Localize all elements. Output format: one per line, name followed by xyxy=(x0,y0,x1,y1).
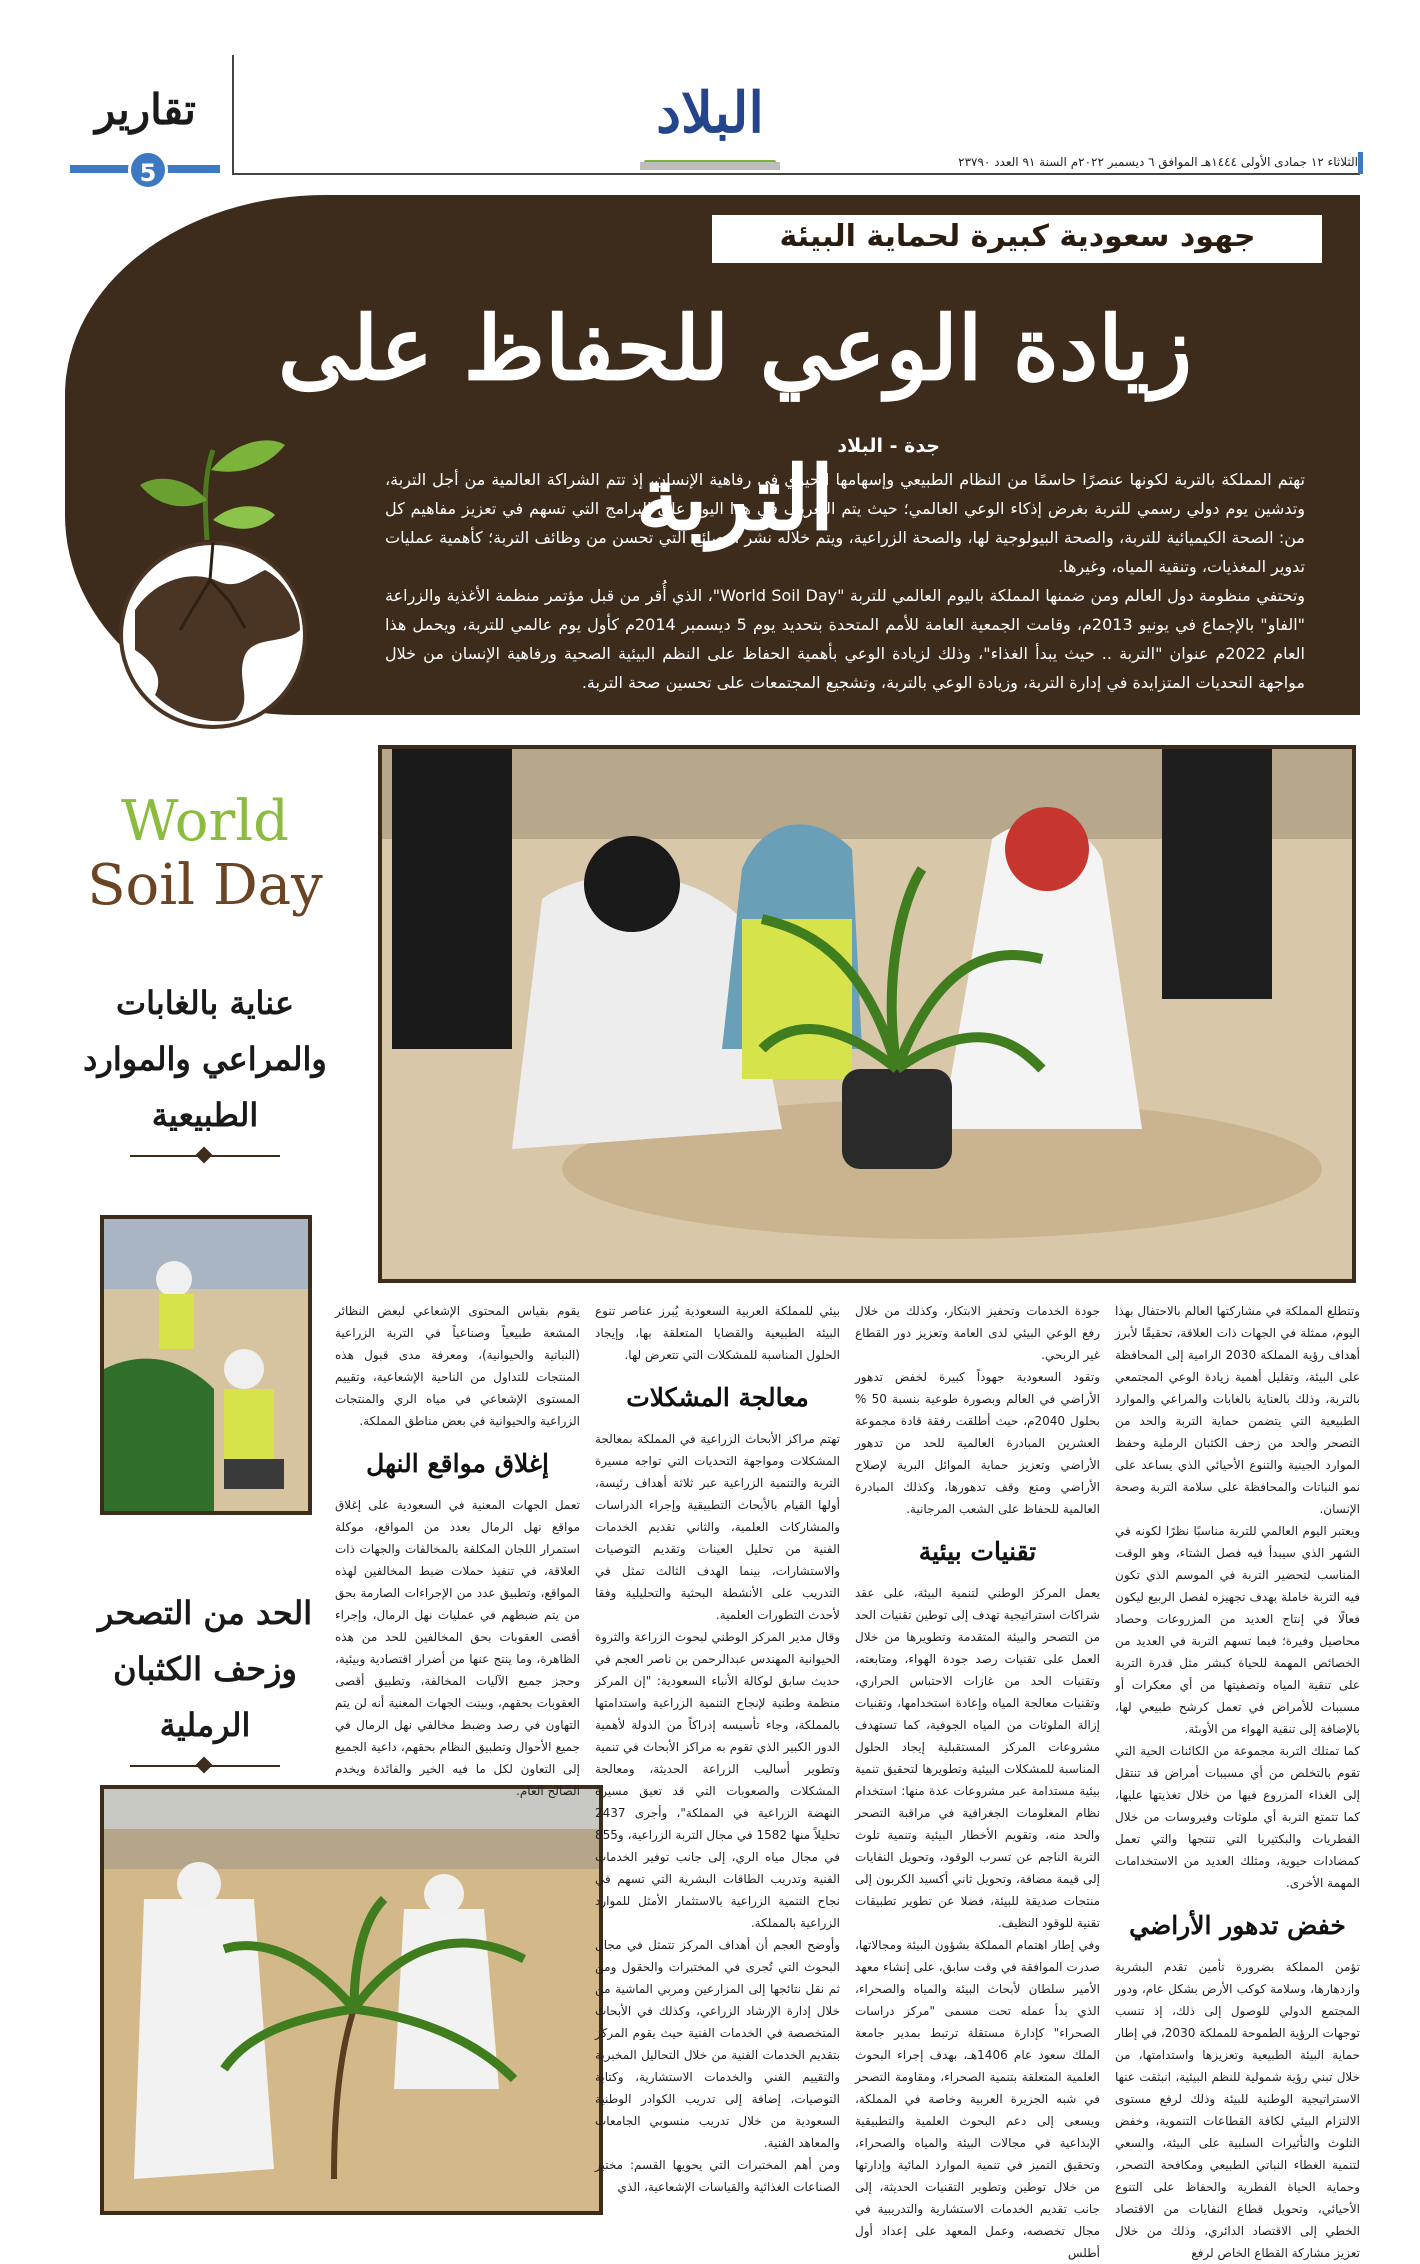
body-paragraph: وفي إطار اهتمام المملكة بشؤون البيئة ومجالاتها، صدرت الموافقة في وقت سابق، على إنشاء معهد الأمير سلطان لأبحاث البيئة والمياه والصحراء، الذي بدأ عمله تحت مسمى "مركز دراسات الصحراء" كإدارة مستقلة ترتبط بمدير جامعة الملك سعود عام 1406هـ، بهدف إجراء البحوث العلمية المتعلقة بتنمية الصحراء، ومقاومة التصحر في شبه الجزيرة العربية وخاصة في المملكة، ويسعى إلى دعم البحوث العلمية والتطبيقية الإبداعية في مجالات البيئة والمياه والصحراء، وتحقيق التميز في تنمية الموارد المائية وإدارتها من خلال توطين وتطوير التقنيات الحديثة، إلى جانب تقديم الخدمات الاستشارية والتدريبية في مجال تخصصه، وعمل المعهد على إعداد أول أطلس xyxy=(855,1938,1100,2260)
column-2 xyxy=(855,1300,1100,2260)
body-paragraph: وأوضح العجم أن أهداف المركز تتمثل في مجال البحوث التي تُجرى في المختبرات والحقول ومن ثم نقل نتائجها إلى المزارعين ومربي الماشية من خلال إدارة الإرشاد الزراعي، وكذلك في الأبحاث المتخصصة في الخدمات الفنية حيث يقوم المركز بتقديم الخدمات الفنية من خلال التحاليل المخبرية والتقييم الفني والخدمات الاستشارية، وكتابة التوصيات، إضافة إلى تدريب الكوادر الوطنية السعودية من خلال تدريب منسوبي الجامعات والمعاهد الفنية. xyxy=(595,1938,840,2150)
column-3 xyxy=(595,1300,840,2230)
masthead-logo xyxy=(640,80,780,175)
masthead-title: البلاد xyxy=(656,80,764,146)
soil-globe-illustration xyxy=(95,430,325,750)
body-paragraph: تؤمن المملكة بضرورة تأمين تقدم البشرية وازدهارها، وسلامة كوكب الأرض بشكل عام، ودور المجتمع الدولي للوصول إلى ذلك، إذ تنسب توجهات الرؤية الطموحة للمملكة 2030، في إطار حماية البيئة الطبيعية وتعزيزها واستدامتها، من خلال تبني رؤية شمولية للنظم البيئية، انبثقت عنها الاستراتيجية الوطنية للبيئة وذلك لرفع مستوى الالتزام البيئي لكافة القطاعات التنموية، وخفض التلوث والتأثيرات السلبية على البيئة، والسعي لتنمية الغطاء النباتي الطبيعي ومكافحة التصحر، وحماية الحياة الفطرية والحفاظ على التنوع الأحيائي، وتحويل قطاع النفايات من الاقتصاد الخطي إلى الاقتصاد الدائري، وذلك من خلال تعزيز مشاركة القطاع الخاص لرفع xyxy=(1115,1960,1360,2260)
date-line: الثلاثاء ١٢ جمادى الأولى ١٤٤٤هـ الموافق ٦ ديسمبر ٢٠٢٢م السنة ٩١ العدد ٢٣٧٩٠ xyxy=(958,155,1358,169)
body-paragraph: ويعتبر اليوم العالمي للتربة مناسبًا نظرًا لكونه في الشهر الذي سيبدأ فيه فصل الشتاء، وهو الوقت المناسب لتحضير التربة في الموسم الذي تكون فيه التربة خاملة بهدف تجهيزه لفصل الربيع ليكون فعالًا في إنتاج العديد من المزروعات وحصاد محاصيل وفيرة؛ فيما تسهم التربة في العديد من الخصائص المهمة للحياة كبشر مثل قدرة التربة على تنقية المياه وتصفيتها من أي معكرات أو مسببات للأمراض في تعمل كرشح طبيعي لها، بالإضافة إلى تنقية الهواء من الأوبئة. xyxy=(1115,1524,1360,1736)
subheading-problems: معالجة المشكلات xyxy=(626,1383,809,1412)
globe-tree-icon xyxy=(95,430,325,750)
world-soil-day-logo xyxy=(70,790,340,918)
intro-paragraph: وتحتفي منظومة دول العالم ومن ضمنها المملكة باليوم العالمي للتربة "World Soil Day"، الذي أُقر من قبل مؤتمر منظمة الأغذية والزراعة "الفاو" بالإجماع في يونيو 2013م، وقامت الجمعية العامة للأمم المتحدة بتحديد يوم 5 ديسمبر 2014م كأول يوم عالمي للتربة، ويحمل هذا العام 2022م عنوان "التربة .. حيث يبدأ الغذاء"، وذلك لزيادة الوعي بأهمية الحفاظ على النظم البيئية الصحية ورفاهية الإنسان من خلال مواجهة التحديات المتزايدة في إدارة التربة، وزيادة الوعي بالتربة، وتشجيع المجتمعات على تحسين صحة التربة. xyxy=(385,586,1306,692)
body-paragraph: ومن أهم المختبرات التي يحويها القسم: مختبر الصناعات الغذائية والقياسات الإشعاعية، الذي xyxy=(595,2158,840,2194)
men-planting-image xyxy=(104,1789,599,2211)
subheading-env-tech: تقنيات بيئية xyxy=(918,1537,1037,1566)
side-photo-men-planting xyxy=(100,1785,603,2215)
body-paragraph: تعمل الجهات المعنية في السعودية على إغلاق مواقع نهل الرمال بعدد من المواقع، موكلة استمرار اللجان المكلفة بالمخالفات والجهات ذات العلاقة، في تنفيذ حملات ضبط المخالفين لهذه المواقع، وتطبيق عدد من الإجراءات الصارمة بحق من يتم ضبطهم في عمليات نهل الرمال، وإجراء أقصى العقوبات بحق المخالفين للحد من هذه الظاهرة، وما ينتج عنها من أضرار اقتصادية وبيئية، وحجز جميع الآليات المخالفة، وتطبيق أقصى العقوبات بحقهم، وبينت الجهات المعنية أنه لن يتم التهاون في رصد وضبط مخالفي نهل الرمال في جميع الأحوال وتطبيق النظام بحقهم، داعية الجميع إلى التعاون لكل ما فيه الخير والفائدة ويخدم الصالح العام. xyxy=(335,1498,580,1798)
body-paragraph: تهتم مراكز الأبحاث الزراعية في المملكة بمعالجة المشكلات ومواجهة التحديات التي تواجه مسيرة التربة والتنمية الزراعية عبر ثلاثة أهداف رئيسة، أولها القيام بالأبحاث التطبيقية وإجراء الدراسات والمشاركات العلمية، والثاني تقديم الخدمات الفنية من تحليل العينات وتقديم التوصيات والاستشارات، بينما الهدف الثالث تمثل في التدريب على الأنشطة البحثية والتحليلية وفقا لأحدث التطورات العلمية. xyxy=(595,1432,840,1622)
body-paragraph: بيئي للمملكة العربية السعودية يُبرز عناصر تنوع البيئة الطبيعية والقضايا المتعلقة بها، وإيجاد الحلول المناسبة للمشكلات التي تتعرض لها. xyxy=(595,1304,840,1362)
body-paragraph: جودة الخدمات وتحفيز الابتكار، وكذلك من خلال رفع الوعي البيئي لدى العامة وتعزيز دور القطاع غير الربحي. xyxy=(855,1304,1100,1362)
body-paragraph: يقوم بقياس المحتوى الإشعاعي لبعض النظائر المشعة طبيعياً وصناعياً في التربة الزراعية (النباتية والحيوانية)، ومعرفة مدى قبول هذه المنتجات للتداول من الناحية الإشعاعية، وتقييم المستوى الإشعاعي في مياه الري والمنتجات الزراعية والحيوانية في بعض مناطق المملكة. xyxy=(335,1304,580,1428)
header-tick xyxy=(1358,152,1363,174)
intro-paragraph: تهتم المملكة بالتربة لكونها عنصرًا حاسمًا من النظام الطبيعي وإسهامها الحيوي في رفاهية الإنسان، إذ تتم الشراكة العالمية من أجل التربة، وتدشين يوم دولي رسمي للتربة بغرض إذكاء الوعي العالمي؛ حيث يتم التعريف في هذا اليوم على البرامج التي تسهم في تعزيز مفاهيم كل من: الصحة الكيميائية للتربة، والصحة البيولوجية لها، والصحة الزراعية، ويتم خلاله نشر النصائح التي تحسن من وظائف التربة؛ كأهمية عمليات تدوير المغذيات، وتنقية المياه، وغيرها. xyxy=(385,470,1305,576)
body-paragraph: كما تمتلك التربة مجموعة من الكائنات الحية التي تقوم بالتخلص من أي مسببات أمراض قد تنتقل إلى الغذاء المزروع فيها من خلال تغذيتها عليها، كما تتمتع التربة أي ملوثات وفيروسات من خلال الفطريات والبكتيريا التي تنتجها والتي تعمل كمضادات حيوية، ومثلك العديد من الاستخدامات المهمة الأخرى. xyxy=(1115,1744,1360,1890)
kicker: جهود سعودية كبيرة لحماية البيئة xyxy=(779,219,1256,254)
subheading-land-degradation: خفض تدهور الأراضي xyxy=(1129,1911,1346,1940)
logo-soil-text: Soil Day xyxy=(87,853,323,918)
callout-forests: عناية بالغابات والمراعي والموارد الطبيعية xyxy=(83,984,327,1134)
callout-divider xyxy=(130,1155,280,1157)
body-paragraph: وتقود السعودية جهوداً كبيرة لخفض تدهور الأراضي في العالم وبصورة طوعية بنسبة 50 % بحلول 2040م، حيث أطلقت رفقة قادة مجموعة العشرين المبادرة العالمية للحد من تدهور الأراضي وتعزيز حماية الموائل البرية لإصلاح الأراضي ومنع وقف تدهورها، وكذلك المبادرة العالمية للحفاظ على الشعب المرجانية. xyxy=(855,1370,1100,1516)
children-planting-image xyxy=(104,1219,308,1511)
byline: جدة - البلاد xyxy=(837,435,940,457)
header-rule xyxy=(232,173,1360,175)
main-headline: زيادة الوعي للحفاظ على التربة xyxy=(277,296,1193,550)
page-header xyxy=(0,0,1420,185)
subheading-sand-sites: إغلاق مواقع النهل xyxy=(366,1449,549,1478)
column-1 xyxy=(1115,1300,1360,2260)
section-label: تقارير xyxy=(95,85,196,134)
main-photo-planting xyxy=(378,745,1356,1283)
body-paragraph: وقال مدير المركز الوطني لبحوث الزراعة والثروة الحيوانية المهندس عبدالرحمن بن ناصر العجم في حديث سابق لوكالة الأنباء السعودية: "إن المركز منظمة وطنية لإنجاح التنمية الزراعية واستدامتها بالمملكة، وجاء تأسيسه إدراكاً من الدولة لأهمية الدور الكبير الذي تقوم به مراكز الأبحاث في تنمية وتطوير أساليب الزراعة الحديثة، ومعالجة المشكلات والصعوبات التي قد تعيق مسيرة النهضة الزراعية في المملكة"، وأجرى 2437 تحليلاً منها 1582 في مجال التربة الزراعية، و855 في مجال مياه الري، إلى جانب توفير الخدمات الفنية وتدريب الطاقات البشرية التي تسهم في نجاح التنمية الزراعية بالاستثمار الأمثل للموارد الزراعية بالمملكة. xyxy=(595,1630,840,1930)
body-paragraph: وتتطلع المملكة في مشاركتها العالم بالاحتفال بهذا اليوم، ممثلة في الجهات ذات العلاقة، تحقيقًا لأبرز أهداف رؤية المملكة 2030 الرامية إلى المحافظة على البيئة، وتقليل أهمية زيادة الوعي المجتمعي بالتربة، وذلك بالعناية بالغابات والمراعي والموارد الطبيعية التي يتضمن حماية التربة والحد من التصحر والحد من زحف الكثبان الرملية وحفظ الموارد الجينية والتنوع الأحيائي الذي يساعد على نمو النباتات والمحافظة على سلامة التربة وصحة الإنسان. xyxy=(1115,1304,1360,1516)
column-4 xyxy=(335,1300,580,1798)
callout-divider xyxy=(130,1765,280,1767)
header-divider xyxy=(232,55,234,173)
page-number: 5 xyxy=(128,150,168,190)
masthead-underbar xyxy=(640,162,780,170)
body-paragraph: يعمل المركز الوطني لتنمية البيئة، على عقد شراكات استراتيجية تهدف إلى توطين تقنيات الحد من التصحر والبيئة المتقدمة وتطويرها من خلال العمل على تقنيات رصد جودة الهواء، ومتابعته، وتقنيات الحد من غازات الاحتباس الحراري، وتقنيات معالجة المياه وإعادة استخدامها، وتقنيات إزالة الملوثات من المياه الجوفية، كما تستهدف مشروعات المركز المستقبلية إيجاد الحلول المناسبة للمشكلات البيئية وتطويرها لتحقيق تنمية بيئية مستدامة عبر مشروعات عدة منها: استخدام نظام المعلومات الجغرافية في مراقبة التصحر والحد منه، وتقويم الأخطار البيئية وتنمية تلوث التربة الناجم عن تسرب الوقود، وتحويل النفايات إلى قيمة مضافة، وتحويل ثاني أكسيد الكربون إلى منتجات صديقة للبيئة، فضلا عن تطوير تطبيقات تقنية للوقود النظيف. xyxy=(855,1586,1100,1930)
planting-photo-image xyxy=(382,749,1352,1279)
callout-desertification: الحد من التصحر وزحف الكثبان الرملية xyxy=(97,1594,313,1744)
logo-world-text: World xyxy=(121,789,289,854)
intro-text xyxy=(385,465,1305,697)
side-photo-children xyxy=(100,1215,312,1515)
